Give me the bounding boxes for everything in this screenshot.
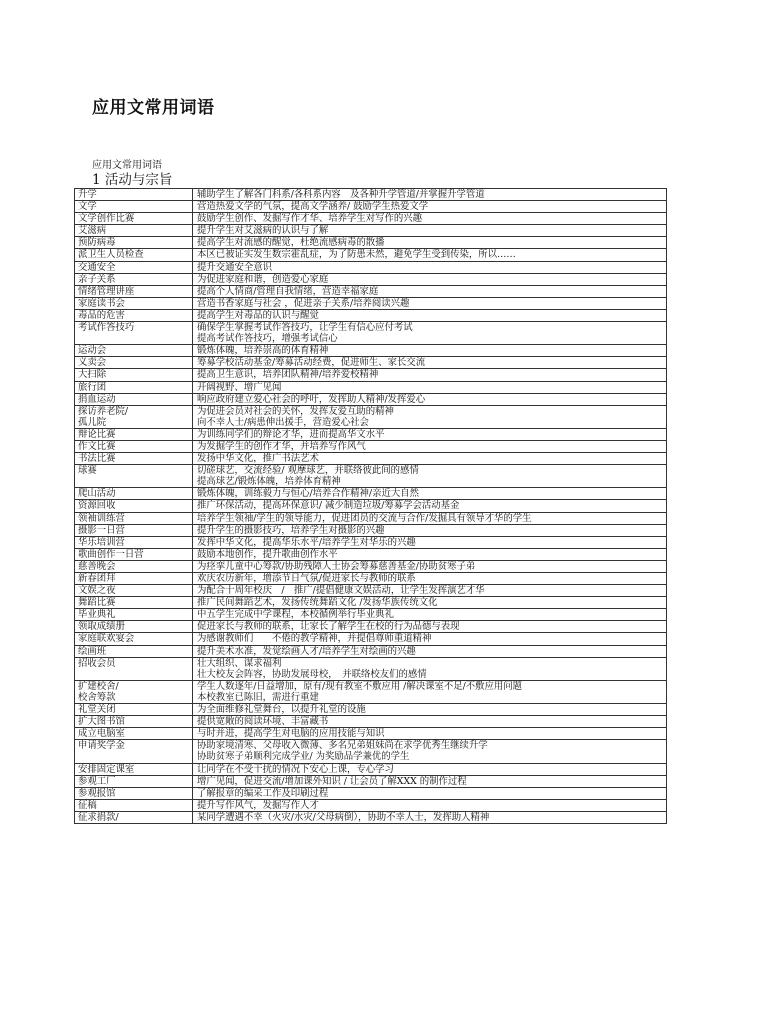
purpose-cell <box>193 285 667 297</box>
purpose-cell <box>193 213 667 225</box>
purpose-text: 为促进会员对社会的关怀，发挥友爱互助的精神 <box>197 405 394 417</box>
table-row <box>75 704 667 716</box>
table-row <box>75 297 667 309</box>
purpose-text: 提升学生对艾滋病的认识与了解 <box>197 225 329 237</box>
activity-cell <box>75 285 193 297</box>
activity-name: 大扫除 <box>78 369 107 381</box>
activity-cell <box>75 225 193 237</box>
activity-name: 升学 <box>78 189 97 200</box>
activity-name: 派卫生人员检查 <box>78 249 144 261</box>
activity-cell <box>75 261 193 273</box>
activity-name: 华乐培训营 <box>78 536 125 548</box>
table-row <box>75 609 667 621</box>
purpose-cell <box>193 621 667 633</box>
purpose-text: 确保学生掌握考试作答技巧，让学生有信心应付考试 <box>197 322 413 334</box>
activity-cell <box>75 345 193 357</box>
activity-name: 扩建校舍/ <box>78 680 119 692</box>
purpose-text: 协助贫寒子弟顺利完成学业/ 为奖励品学兼优的学生 <box>197 751 410 763</box>
activity-name: 扩大图书馆 <box>78 716 125 728</box>
activity-name: 申请奖学金 <box>78 740 125 752</box>
activity-name: 家庭读书会 <box>78 297 125 309</box>
purpose-text: 协助家境清寒、父母收入微薄、多名兄弟姐妹尚在求学优秀生继续升学 <box>197 740 488 752</box>
activity-cell <box>75 189 193 201</box>
purpose-cell <box>193 704 667 716</box>
activity-name: 招收会员 <box>78 657 116 669</box>
table-row <box>75 381 667 393</box>
activity-cell <box>75 213 193 225</box>
purpose-text: 为全面维修礼堂舞台，以提升礼堂的设施 <box>197 704 366 716</box>
purpose-text: 让同学在不受干扰的情况下安心上课，专心学习 <box>197 763 394 775</box>
activity-name: 文学创作比赛 <box>78 213 135 225</box>
purpose-cell <box>193 273 667 285</box>
table-row <box>75 393 667 405</box>
purpose-text: 开阔视野、增广见闻 <box>197 381 282 393</box>
activity-cell <box>75 633 193 645</box>
table-row <box>75 621 667 633</box>
purpose-text: 发扬中华文化，推广书法艺术 <box>197 453 319 465</box>
purpose-text: 切磋球艺，交流经验/ 观摩球艺，并联络彼此间的感情 <box>197 465 419 477</box>
table-row <box>75 440 667 452</box>
purpose-cell <box>193 189 667 201</box>
purpose-text: 提升写作风气，发掘写作人才 <box>197 799 319 811</box>
activity-cell <box>75 775 193 787</box>
purpose-cell <box>193 453 667 465</box>
purpose-cell <box>193 249 667 261</box>
activity-cell <box>75 369 193 381</box>
purpose-cell <box>193 716 667 728</box>
activity-cell <box>75 309 193 321</box>
activity-cell <box>75 704 193 716</box>
purpose-text: 提高学生对毒品的认识与醒觉 <box>197 309 319 321</box>
table-row <box>75 213 667 225</box>
activity-cell <box>75 453 193 465</box>
activity-name: 新春团拜 <box>78 573 116 584</box>
table-row <box>75 201 667 213</box>
table-body <box>75 189 667 824</box>
activity-cell <box>75 428 193 440</box>
activity-cell <box>75 465 193 488</box>
purpose-text: 为感谢教师们 不倦的教学精神，并提倡尊师重道精神 <box>197 633 432 645</box>
activity-cell <box>75 249 193 261</box>
table-row <box>75 453 667 465</box>
activity-name: 爬山活动 <box>78 488 116 500</box>
purpose-cell <box>193 201 667 213</box>
purpose-text: 筹募学校活动基金/筹募活动经费，促进师生、家长交流 <box>197 357 426 369</box>
table-row <box>75 488 667 500</box>
purpose-cell <box>193 609 667 621</box>
activity-cell <box>75 297 193 309</box>
activity-name: 歌曲创作一日营 <box>78 548 144 560</box>
table-row <box>75 309 667 321</box>
table-row <box>75 225 667 237</box>
activity-name: 安排固定课室 <box>78 763 135 775</box>
table-row <box>75 189 667 201</box>
table-row <box>75 512 667 524</box>
table-row <box>75 369 667 381</box>
activity-cell <box>75 548 193 560</box>
purpose-cell <box>193 393 667 405</box>
purpose-cell <box>193 237 667 249</box>
activity-name: 成立电脑室 <box>78 728 125 740</box>
purpose-cell <box>193 381 667 393</box>
table-row <box>75 680 667 703</box>
purpose-text: 提高个人情商/管理自我情绪，营造幸福家庭 <box>197 285 379 297</box>
purpose-text: 提升学生的摄影技巧，培养学生对摄影的兴趣 <box>197 524 385 536</box>
activity-name: 资源回收 <box>78 500 116 512</box>
activity-cell <box>75 273 193 285</box>
activity-name: 亲子关系 <box>78 273 116 285</box>
section-heading: 1 活动与宗旨 <box>92 172 173 188</box>
table-row <box>75 273 667 285</box>
table-row <box>75 597 667 609</box>
table-row <box>75 573 667 585</box>
purpose-text: 某同学遭遇不幸（火灾/水灾/父母病倒），协助不幸人士，发挥助人精神 <box>197 811 490 823</box>
purpose-cell <box>193 799 667 811</box>
activity-cell <box>75 512 193 524</box>
activity-name: 旅行团 <box>78 381 107 393</box>
table-row <box>75 345 667 357</box>
table-row <box>75 357 667 369</box>
activity-cell <box>75 440 193 452</box>
purpose-text: 发挥中华文化，提高华乐水平/培养学生对华乐的兴趣 <box>197 536 416 548</box>
activity-name: 文学 <box>78 201 97 213</box>
purpose-text: 向不幸人士/病患伸出援手，营造爱心社会 <box>197 416 369 428</box>
activity-name: 辩论比赛 <box>78 428 116 440</box>
purpose-cell <box>193 645 667 657</box>
purpose-cell <box>193 297 667 309</box>
purpose-cell <box>193 357 667 369</box>
activity-purpose-table-wrapper <box>74 188 666 824</box>
activity-name: 预防病毒 <box>78 237 116 249</box>
activity-cell <box>75 585 193 597</box>
purpose-text: 营造书香家庭与社会 ，促进亲子关系/培养阅读兴趣 <box>197 297 410 309</box>
activity-cell <box>75 728 193 740</box>
table-row <box>75 249 667 261</box>
purpose-cell <box>193 811 667 823</box>
purpose-cell <box>193 440 667 452</box>
purpose-cell <box>193 680 667 703</box>
purpose-cell <box>193 740 667 763</box>
purpose-text: 为训练同学们的辩论才华，进而提高华文水平 <box>197 428 385 440</box>
activity-purpose-table <box>74 188 667 824</box>
table-row <box>75 237 667 249</box>
activity-name: 义卖会 <box>78 357 107 369</box>
table-row <box>75 500 667 512</box>
activity-cell <box>75 201 193 213</box>
purpose-cell <box>193 261 667 273</box>
purpose-text: 壮大组织、谋求福利 <box>197 657 282 669</box>
purpose-cell <box>193 369 667 381</box>
activity-name: 运动会 <box>78 345 107 357</box>
purpose-cell <box>193 560 667 572</box>
table-row <box>75 536 667 548</box>
purpose-text: 鼓励本地创作，提升歌曲创作水平 <box>197 548 338 560</box>
page-title: 应用文常用词语 <box>92 98 215 118</box>
table-row <box>75 560 667 572</box>
activity-name: 毒品的危害 <box>78 309 125 321</box>
table-row <box>75 465 667 488</box>
purpose-cell <box>193 548 667 560</box>
purpose-cell <box>193 787 667 799</box>
purpose-text: 提高卫生意识，培养团队精神/培养爱校精神 <box>197 369 379 381</box>
activity-cell <box>75 560 193 572</box>
activity-cell <box>75 680 193 703</box>
purpose-text: 了解报章的编采工作及印刷过程 <box>197 787 329 799</box>
purpose-cell <box>193 763 667 775</box>
activity-cell <box>75 357 193 369</box>
activity-name: 艾滋病 <box>78 225 107 237</box>
purpose-text: 营造热爱文学的气氛，提高文学涵养/ 鼓励学生热爱文学 <box>197 201 429 213</box>
purpose-text: 锻炼体魄，训练毅力与恒心/培养合作精神/亲近大自然 <box>197 488 419 500</box>
purpose-text: 欢庆农历新年，增添节日气氛/促进家长与教师的联系 <box>197 573 416 584</box>
activity-name: 领袖训练营 <box>78 512 125 524</box>
purpose-cell <box>193 728 667 740</box>
purpose-text: 响应政府建立爱心社会的呼吁，发挥助人精神/发挥爱心 <box>197 393 426 405</box>
table-row <box>75 428 667 440</box>
purpose-cell <box>193 524 667 536</box>
table-row <box>75 716 667 728</box>
purpose-cell <box>193 585 667 597</box>
purpose-cell <box>193 488 667 500</box>
activity-cell <box>75 322 193 345</box>
purpose-text: 提高考试作答技巧，增强考试信心 <box>197 333 338 345</box>
activity-name: 球赛 <box>78 465 97 477</box>
purpose-text: 提高球艺/锻炼体魄，培养体育精神 <box>197 476 341 488</box>
purpose-cell <box>193 309 667 321</box>
activity-cell <box>75 609 193 621</box>
purpose-cell <box>193 536 667 548</box>
purpose-text: 为痉挛儿童中心筹款/协助残障人士协会筹募慈善基金/协助贫寒子弟 <box>197 560 476 572</box>
table-row <box>75 763 667 775</box>
activity-cell <box>75 405 193 428</box>
activity-name: 领取成绩册 <box>78 621 125 633</box>
activity-name: 征求捐款/ <box>78 811 119 823</box>
purpose-text: 为发掘学生的创作才华，并培养写作风气 <box>197 440 366 452</box>
purpose-text: 推广环保活动，提高环保意识/ 减少制造垃圾/筹募学会活动基金 <box>197 500 460 512</box>
activity-name: 征稿 <box>78 799 97 811</box>
table-row <box>75 645 667 657</box>
purpose-cell <box>193 322 667 345</box>
document-subtitle: 应用文常用词语 <box>92 160 162 171</box>
purpose-cell <box>193 657 667 680</box>
activity-name: 情绪管理讲座 <box>78 285 135 297</box>
activity-cell <box>75 811 193 823</box>
activity-name: 礼堂关闭 <box>78 704 116 716</box>
activity-name: 慈善晚会 <box>78 560 116 572</box>
table-row <box>75 775 667 787</box>
purpose-text: 提升交通安全意识 <box>197 261 273 273</box>
purpose-text: 鼓励学生创作、发掘写作才华、培养学生对写作的兴趣 <box>197 213 423 225</box>
table-row <box>75 633 667 645</box>
purpose-cell <box>193 405 667 428</box>
activity-cell <box>75 237 193 249</box>
table-row <box>75 740 667 763</box>
purpose-text: 中五学生完成中学课程，本校循例举行毕业典礼 <box>197 609 394 621</box>
activity-name: 绘画班 <box>78 645 107 657</box>
activity-name: 参观报馆 <box>78 787 116 799</box>
purpose-cell <box>193 465 667 488</box>
activity-name: 探访养老院/ <box>78 405 129 417</box>
activity-name: 文娱之夜 <box>78 585 116 597</box>
table-row <box>75 811 667 823</box>
activity-cell <box>75 799 193 811</box>
purpose-text: 本区已被证实发生数宗霍乱症，为了防患未然，避免学生受到传染，所以…… <box>197 249 516 261</box>
purpose-cell <box>193 500 667 512</box>
activity-cell <box>75 381 193 393</box>
activity-cell <box>75 787 193 799</box>
table-row <box>75 657 667 680</box>
table-row <box>75 585 667 597</box>
purpose-text: 提供宽敞的阅读环境、丰富藏书 <box>197 716 329 728</box>
purpose-text: 本校教室已陈旧，需进行重建 <box>197 691 319 703</box>
activity-cell <box>75 716 193 728</box>
activity-name: 家庭联欢宴会 <box>78 633 135 645</box>
activity-name: 捐血运动 <box>78 393 116 405</box>
purpose-text: 促进家长与教师的联系，让家长了解学生在校的行为品德与表现 <box>197 621 460 633</box>
activity-cell <box>75 488 193 500</box>
table-row <box>75 322 667 345</box>
activity-cell <box>75 500 193 512</box>
purpose-cell <box>193 573 667 585</box>
table-row <box>75 261 667 273</box>
activity-name: 考试作答技巧 <box>78 322 135 334</box>
purpose-text: 壮大校友会阵容，协助发展母校， 并联络校友们的感情 <box>197 668 427 680</box>
purpose-cell <box>193 597 667 609</box>
activity-name: 书法比赛 <box>78 453 116 465</box>
activity-name: 作文比赛 <box>78 440 116 452</box>
purpose-text: 辅助学生了解各门科系/各科系内容 及各种升学管道/并掌握升学管道 <box>197 189 485 200</box>
purpose-text: 锻炼体魄，培养崇高的体育精神 <box>197 345 329 357</box>
table-row <box>75 524 667 536</box>
activity-cell <box>75 573 193 585</box>
activity-cell <box>75 524 193 536</box>
activity-name: 摄影一日营 <box>78 524 125 536</box>
purpose-cell <box>193 428 667 440</box>
purpose-cell <box>193 775 667 787</box>
purpose-text: 为配合十周年校庆 / 推广/提倡健康文娱活动，让学生发挥演艺才华 <box>197 585 485 597</box>
purpose-text: 推广民间舞蹈艺术，发扬传统舞蹈文化 /发扬华族传统文化 <box>197 597 438 609</box>
activity-cell <box>75 621 193 633</box>
purpose-cell <box>193 225 667 237</box>
activity-cell <box>75 645 193 657</box>
purpose-cell <box>193 633 667 645</box>
purpose-text: 学生人数逐年/日益增加，原有/现有教室不敷应用 /解决课室不足/不敷应用问题 <box>197 680 522 692</box>
activity-cell <box>75 763 193 775</box>
purpose-cell <box>193 512 667 524</box>
table-row <box>75 728 667 740</box>
table-row <box>75 799 667 811</box>
purpose-text: 提升美术水准，发觉绘画人才/培养学生对绘画的兴趣 <box>197 645 416 657</box>
table-row <box>75 787 667 799</box>
activity-name: 校舍筹款 <box>78 691 116 703</box>
activity-cell <box>75 597 193 609</box>
purpose-text: 增广见闻，促进交流/增加课外知识 / 让会员了解XXX 的制作过程 <box>197 775 467 787</box>
activity-name: 孤儿院 <box>78 416 107 428</box>
purpose-text: 与时并进，提高学生对电脑的应用技能与知识 <box>197 728 385 740</box>
activity-cell <box>75 657 193 680</box>
activity-cell <box>75 536 193 548</box>
table-row <box>75 405 667 428</box>
activity-name: 毕业典礼 <box>78 609 116 621</box>
activity-name: 舞蹈比赛 <box>78 597 116 609</box>
purpose-text: 为促进家庭和谐，创造爱心家庭 <box>197 273 329 285</box>
activity-cell <box>75 740 193 763</box>
purpose-cell <box>193 345 667 357</box>
activity-name: 参观工厂 <box>78 775 116 787</box>
activity-cell <box>75 393 193 405</box>
purpose-text: 提高学生对流感的醒觉，杜绝流感病毒的散播 <box>197 237 385 249</box>
activity-name: 交通安全 <box>78 261 116 273</box>
table-row <box>75 285 667 297</box>
purpose-text: 培养学生领袖/学生的领导能力，促进团员的交流与合作/发掘具有领导才华的学生 <box>197 512 532 524</box>
table-row <box>75 548 667 560</box>
